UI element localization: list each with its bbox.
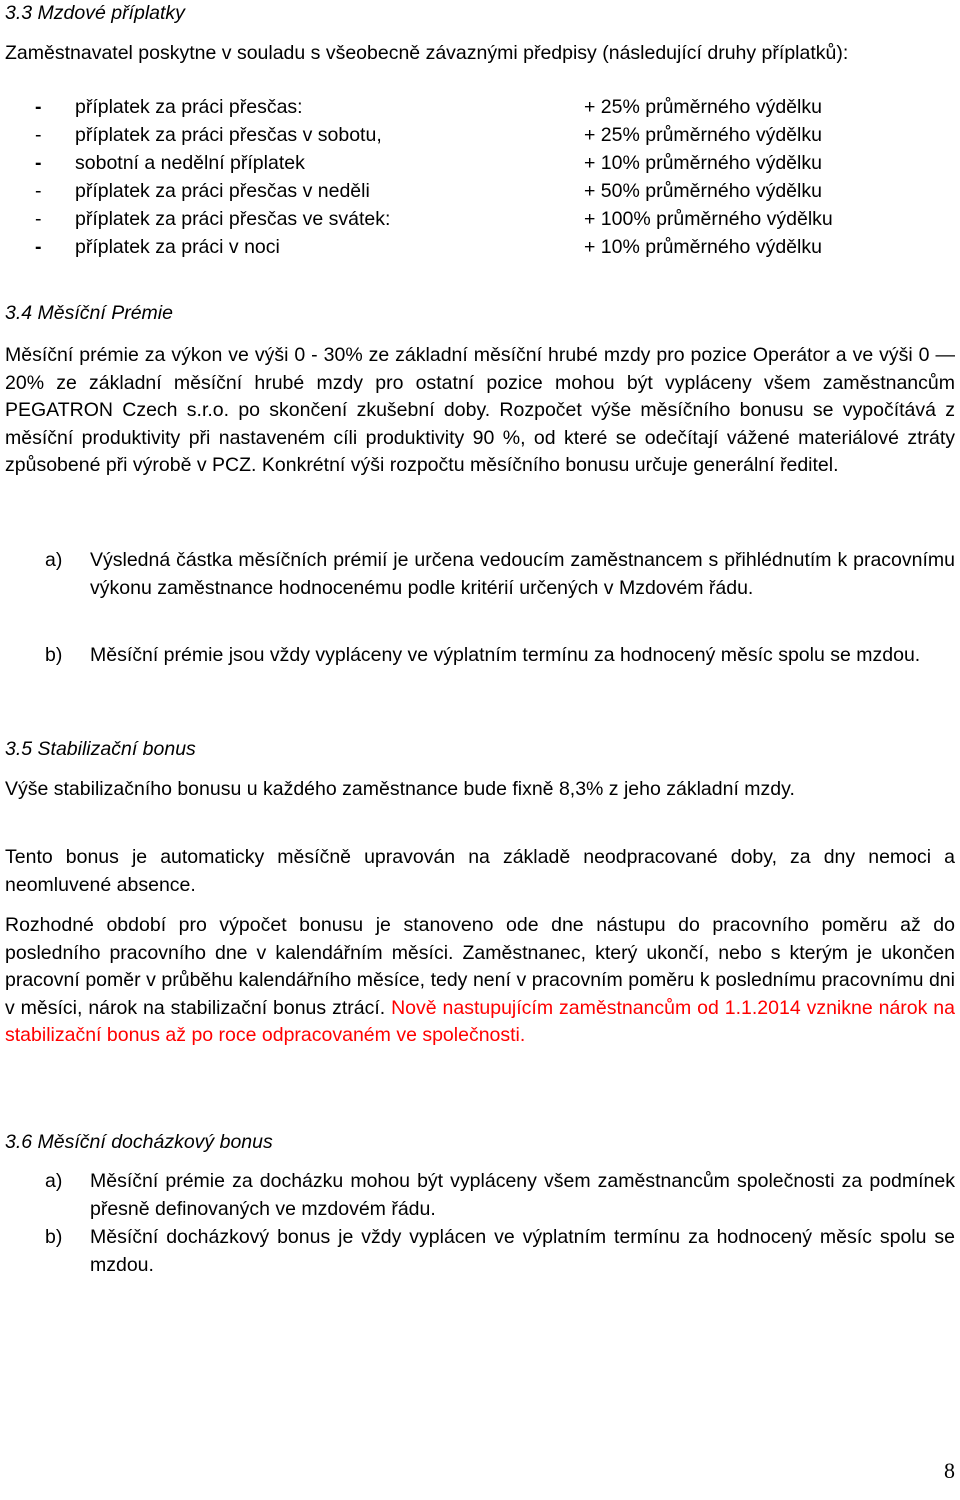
list-item (45, 642, 955, 670)
section-heading-3-3: 3.3 Mzdové příplatky (5, 2, 185, 24)
section-3-5-paragraph-3 (5, 912, 955, 1050)
list-item (45, 1224, 955, 1279)
section-3-5-paragraph-2: Tento bonus je automaticky měsíčně upravován na základě neodpracované doby, za dny nemoci a neomluvené absence. (5, 846, 955, 896)
section-3-5-paragraph-1: Výše stabilizačního bonusu u každého zaměstnance bude fixně 8,3% z jeho základní mzdy. (5, 778, 795, 800)
page-number: 8 (944, 1458, 955, 1483)
section-3-4-paragraph: Měsíční prémie za výkon ve výši 0 - 30% ze základní měsíční hrubé mzdy pro pozice Operátor a ve výši 0 — 20% ze základní měsíční hrubé mzdy pro ostatní pozice mohou být vypláceny všem zaměstnancům PEGATRON Czech s.r.o. po skončení zkušební doby. Rozpočet výše měsíčního bonusu se vypočítává z měsíční produktivity při nastaveném cíli produktivity 90 %, od které se odečítají vážené materiálové ztráty způsobené při výrobě v PCZ. Konkrétní výši rozpočtu měsíčního bonusu určuje generální ředitel. (5, 344, 955, 476)
list-marker: a) (45, 549, 63, 571)
section-heading-3-4: 3.4 Měsíční Prémie (5, 302, 173, 324)
list-dash: - (35, 96, 42, 118)
surcharge-name: příplatek za práci přesčas v neděli (75, 180, 370, 202)
list-item (45, 1168, 955, 1223)
surcharge-name: příplatek za práci přesčas ve svátek: (75, 208, 391, 230)
surcharge-name: příplatek za práci přesčas v sobotu, (75, 124, 382, 146)
list-item-text: Měsíční prémie za docházku mohou být vypláceny všem zaměstnancům společnosti za podmínek přesně definovaných ve mzdovém řádu. (90, 1170, 955, 1220)
surcharge-name: příplatek za práci přesčas: (75, 96, 303, 118)
list-dash: - (35, 124, 42, 146)
highlighted-notice: Nově nastupujícím zaměstnancům od 1.1.2014 vznikne nárok na stabilizační bonus až po roce odpracovaném ve společnosti. (5, 996, 955, 1046)
list-dash: - (35, 208, 42, 230)
section-3-3-intro: Zaměstnavatel poskytne v souladu s všeobecně závaznými předpisy (následující druhy příplatků): (5, 42, 849, 64)
list-dash: - (35, 180, 42, 202)
surcharge-name: sobotní a nedělní příplatek (75, 152, 305, 174)
list-marker: a) (45, 1170, 63, 1192)
list-item-text: Výsledná částka měsíčních prémií je určena vedoucím zaměstnancem s přihlédnutím k pracovnímu výkonu zaměstnance hodnocenému podle kritérií určených v Mzdovém řádu. (90, 549, 955, 599)
surcharge-rate: + 10% průměrného výdělku (584, 236, 822, 258)
surcharge-row (35, 150, 955, 178)
surcharge-rate: + 10% průměrného výdělku (584, 152, 822, 174)
surcharge-row (35, 234, 955, 262)
paragraph-text: Rozhodné období pro výpočet bonusu je stanoveno ode dne nástupu do pracovního poměru až do posledního pracovního dne v kalendářním měsíci. Zaměstnanec, který ukončí, nebo s kterým je ukončen pracovní poměr v průběhu kalendářního měsíce, tedy není v pracovním poměru k poslednímu pracovnímu dni v měsíci, nárok na stabilizační bonus ztrácí. (5, 914, 955, 1019)
surcharge-rate: + 100% průměrného výdělku (584, 208, 833, 230)
surcharge-row (35, 178, 955, 206)
list-marker: b) (45, 644, 63, 666)
list-dash: - (35, 152, 42, 174)
list-marker: b) (45, 1226, 63, 1248)
surcharge-row (35, 122, 955, 150)
section-heading-3-5: 3.5 Stabilizační bonus (5, 738, 196, 760)
section-heading-3-6: 3.6 Měsíční docházkový bonus (5, 1131, 273, 1153)
surcharge-rate: + 50% průměrného výdělku (584, 180, 822, 202)
list-item-text: Měsíční prémie jsou vždy vypláceny ve výplatním termínu za hodnocený měsíc spolu se mzdou. (90, 644, 921, 666)
surcharge-rate: + 25% průměrného výdělku (584, 124, 822, 146)
list-item-text: Měsíční docházkový bonus je vždy vyplácen ve výplatním termínu za hodnocený měsíc spolu se mzdou. (90, 1226, 955, 1276)
surcharge-row (35, 206, 955, 234)
surcharge-row (35, 94, 955, 122)
list-item (45, 547, 955, 602)
surcharge-name: příplatek za práci v noci (75, 236, 280, 258)
list-dash: - (35, 236, 42, 258)
surcharge-rate: + 25% průměrného výdělku (584, 96, 822, 118)
